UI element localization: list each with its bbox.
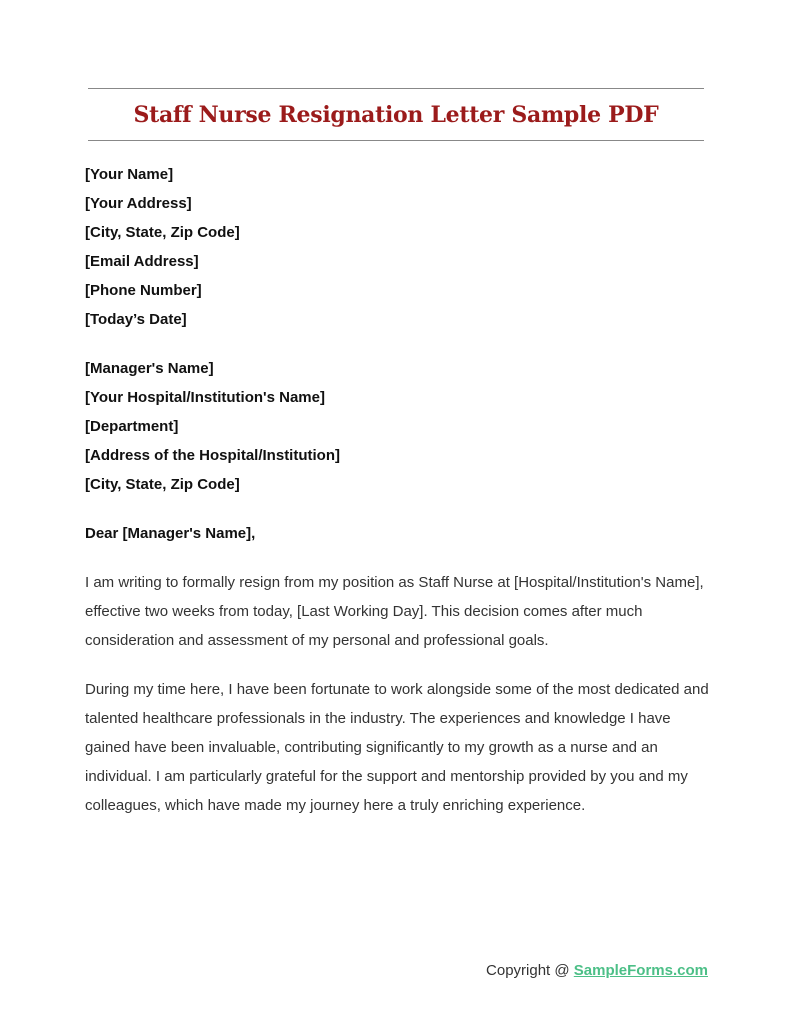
sender-line: [Email Address]	[85, 253, 199, 270]
recipient-line: [Address of the Hospital/Institution]	[85, 447, 340, 464]
sender-line: [Today’s Date]	[85, 311, 187, 328]
sender-line: [Phone Number]	[85, 282, 202, 299]
sender-line: [Your Address]	[85, 195, 192, 212]
copyright-footer	[486, 962, 708, 979]
paragraph: I am writing to formally resign from my position as Staff Nurse at [Hospital/Institution's Name], effective two weeks from today, [Last Working Day]. This decision comes after much consideration and assessment of my personal and professional goals.	[85, 574, 704, 649]
top-divider	[88, 88, 704, 89]
recipient-block	[85, 354, 710, 499]
copyright-text: Copyright @	[486, 962, 574, 979]
page-title: Staff Nurse Resignation Letter Sample PDF	[133, 102, 659, 128]
bottom-divider	[88, 140, 704, 141]
paragraph: During my time here, I have been fortunate to work alongside some of the most dedicated and talented healthcare professionals in the industry. The experiences and knowledge I have gained have been invaluable, contributing significantly to my growth as a nurse and an individual. I am particularly grateful for the support and mentorship provided by you and my colleagues, which have made my journey here a truly enriching experience.	[85, 681, 709, 814]
recipient-line: [Your Hospital/Institution's Name]	[85, 389, 325, 406]
salutation: Dear [Manager's Name],	[85, 525, 256, 542]
recipient-line: [Department]	[85, 418, 179, 435]
recipient-line: [City, State, Zip Code]	[85, 476, 240, 493]
sampleforms-link[interactable]: SampleForms.com	[573, 962, 708, 979]
sender-line: [Your Name]	[85, 166, 174, 183]
letter-body	[85, 160, 710, 840]
recipient-line: [Manager's Name]	[85, 360, 214, 377]
sender-block	[85, 160, 710, 334]
sender-line: [City, State, Zip Code]	[85, 224, 240, 241]
